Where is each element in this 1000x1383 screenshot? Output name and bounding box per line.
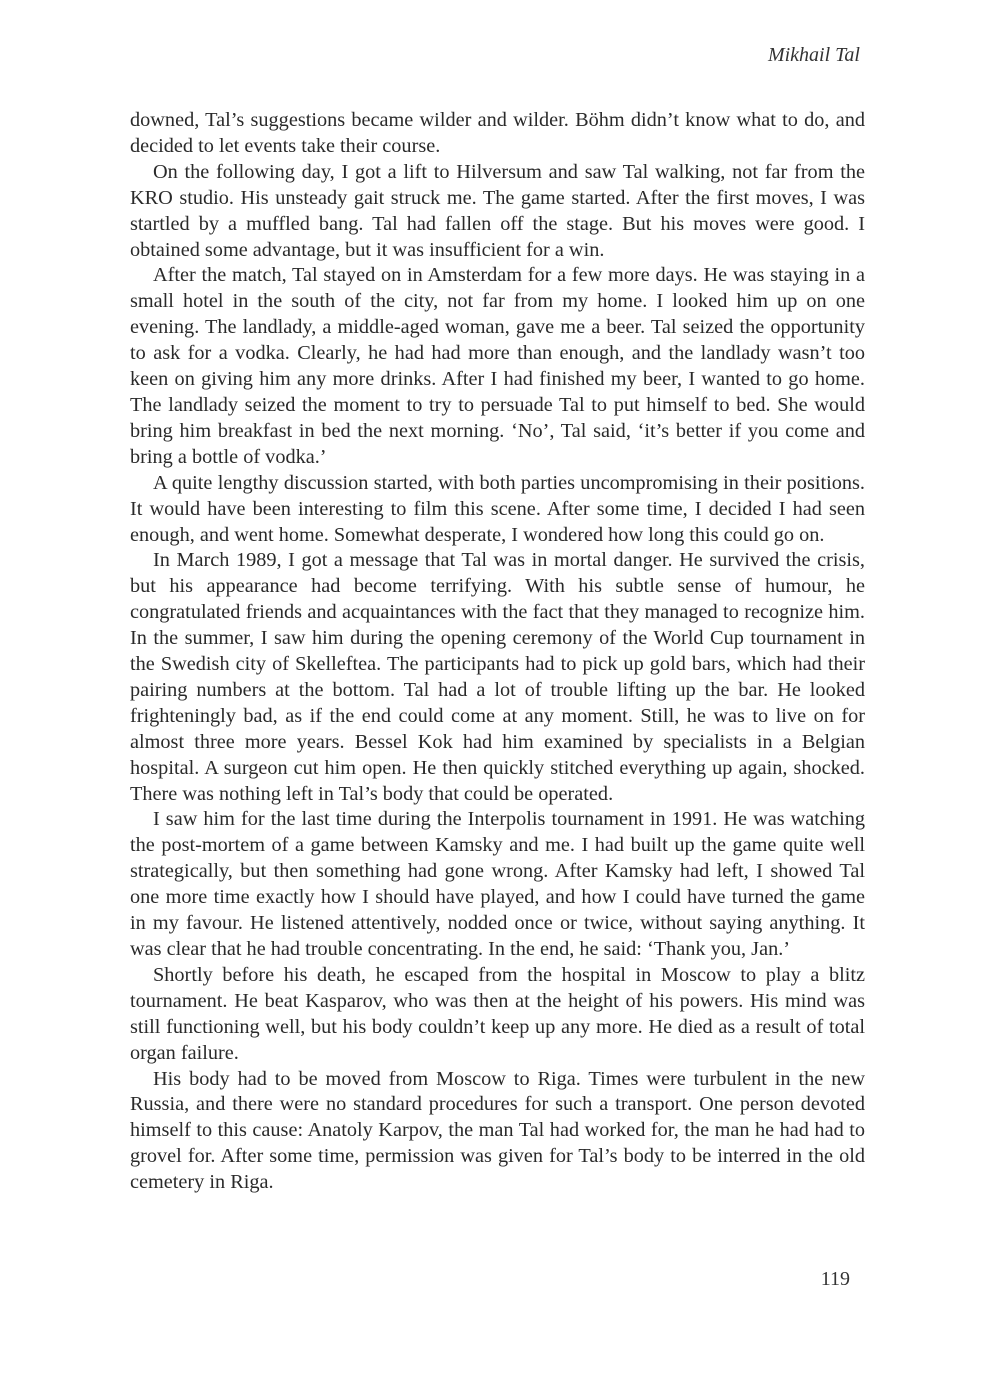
body-text <box>130 108 865 1196</box>
paragraph: On the following day, I got a lift to Hilversum and saw Tal walking, not far from the KRO studio. His unsteady gait struck me. The game started. After the first moves, I was startled by a muffled bang. Tal had fallen off the stage. But his moves were good. I obtained some advantage, but it was insufficient for a win. <box>130 160 865 261</box>
paragraph: His body had to be moved from Moscow to Riga. Times were turbulent in the new Russia, and there were no standard procedures for such a transport. One person devoted himself to this cause: Anatoly Karpov, the man Tal had worked for, the man he had had to grovel for. After some time, permission was given for Tal’s body to be interred in the old cemetery in Riga. <box>130 1067 865 1194</box>
paragraph: Shortly before his death, he escaped from the hospital in Moscow to play a blitz tournament. He beat Kasparov, who was then at the height of his powers. His mind was still functioning well, but his body couldn’t keep up any more. He died as a result of total organ failure. <box>130 963 865 1064</box>
paragraph: I saw him for the last time during the Interpolis tournament in 1991. He was watching the post-mortem of a game between Kamsky and me. I had built up the game quite well strategically, but then something had gone wrong. After Kamsky had left, I showed Tal one more time exactly how I should have played, and how I could have turned the game in my favour. He listened attentively, nodded once or twice, without saying anything. It was clear that he had trouble concentrating. In the end, he said: ‘Thank you, Jan.’ <box>130 808 865 960</box>
paragraph: downed, Tal’s suggestions became wilder and wilder. Böhm didn’t know what to do, and decided to let events take their course. <box>130 109 865 157</box>
paragraph: After the match, Tal stayed on in Amsterdam for a few more days. He was staying in a small hotel in the south of the city, not far from my home. I looked him up on one evening. The landlady, a middle-aged woman, gave me a beer. Tal seized the opportunity to ask for a vodka. Clearly, he had had more than enough, and the landlady wasn’t too keen on giving him any more drinks. After I had finished my beer, I wanted to go home. The landlady seized the moment to try to persuade Tal to put himself to bed. She would bring him breakfast in bed the next morning. ‘No’, Tal said, ‘it’s better if you come and bring a bottle of vodka.’ <box>130 264 865 468</box>
paragraph: A quite lengthy discussion started, with both parties uncompromising in their positions. It would have been interesting to film this scene. After some time, I decided I had seen enough, and went home. Somewhat desperate, I wondered how long this could go on. <box>130 471 865 546</box>
running-head: Mikhail Tal <box>767 44 860 66</box>
paragraph: In March 1989, I got a message that Tal was in mortal danger. He survived the crisis, but his appearance had become terrifying. With his subtle sense of humour, he congratulated friends and acquaintances with the fact that they managed to recognize him. In the summer, I saw him during the opening ceremony of the World Cup tournament in the Swedish city of Skelleftea. The participants had to pick up gold bars, which had their pairing numbers at the bottom. Tal had a lot of trouble lifting up the bar. He looked frighteningly bad, as if the end could come at any moment. Still, he was to live on for almost three more years. Bessel Kok had him examined by specialists in a Belgian hospital. A surgeon cut him open. He then quickly stitched everything up again, shocked. There was nothing left in Tal’s body that could be operated. <box>130 549 865 805</box>
page-number: 119 <box>820 1268 850 1290</box>
